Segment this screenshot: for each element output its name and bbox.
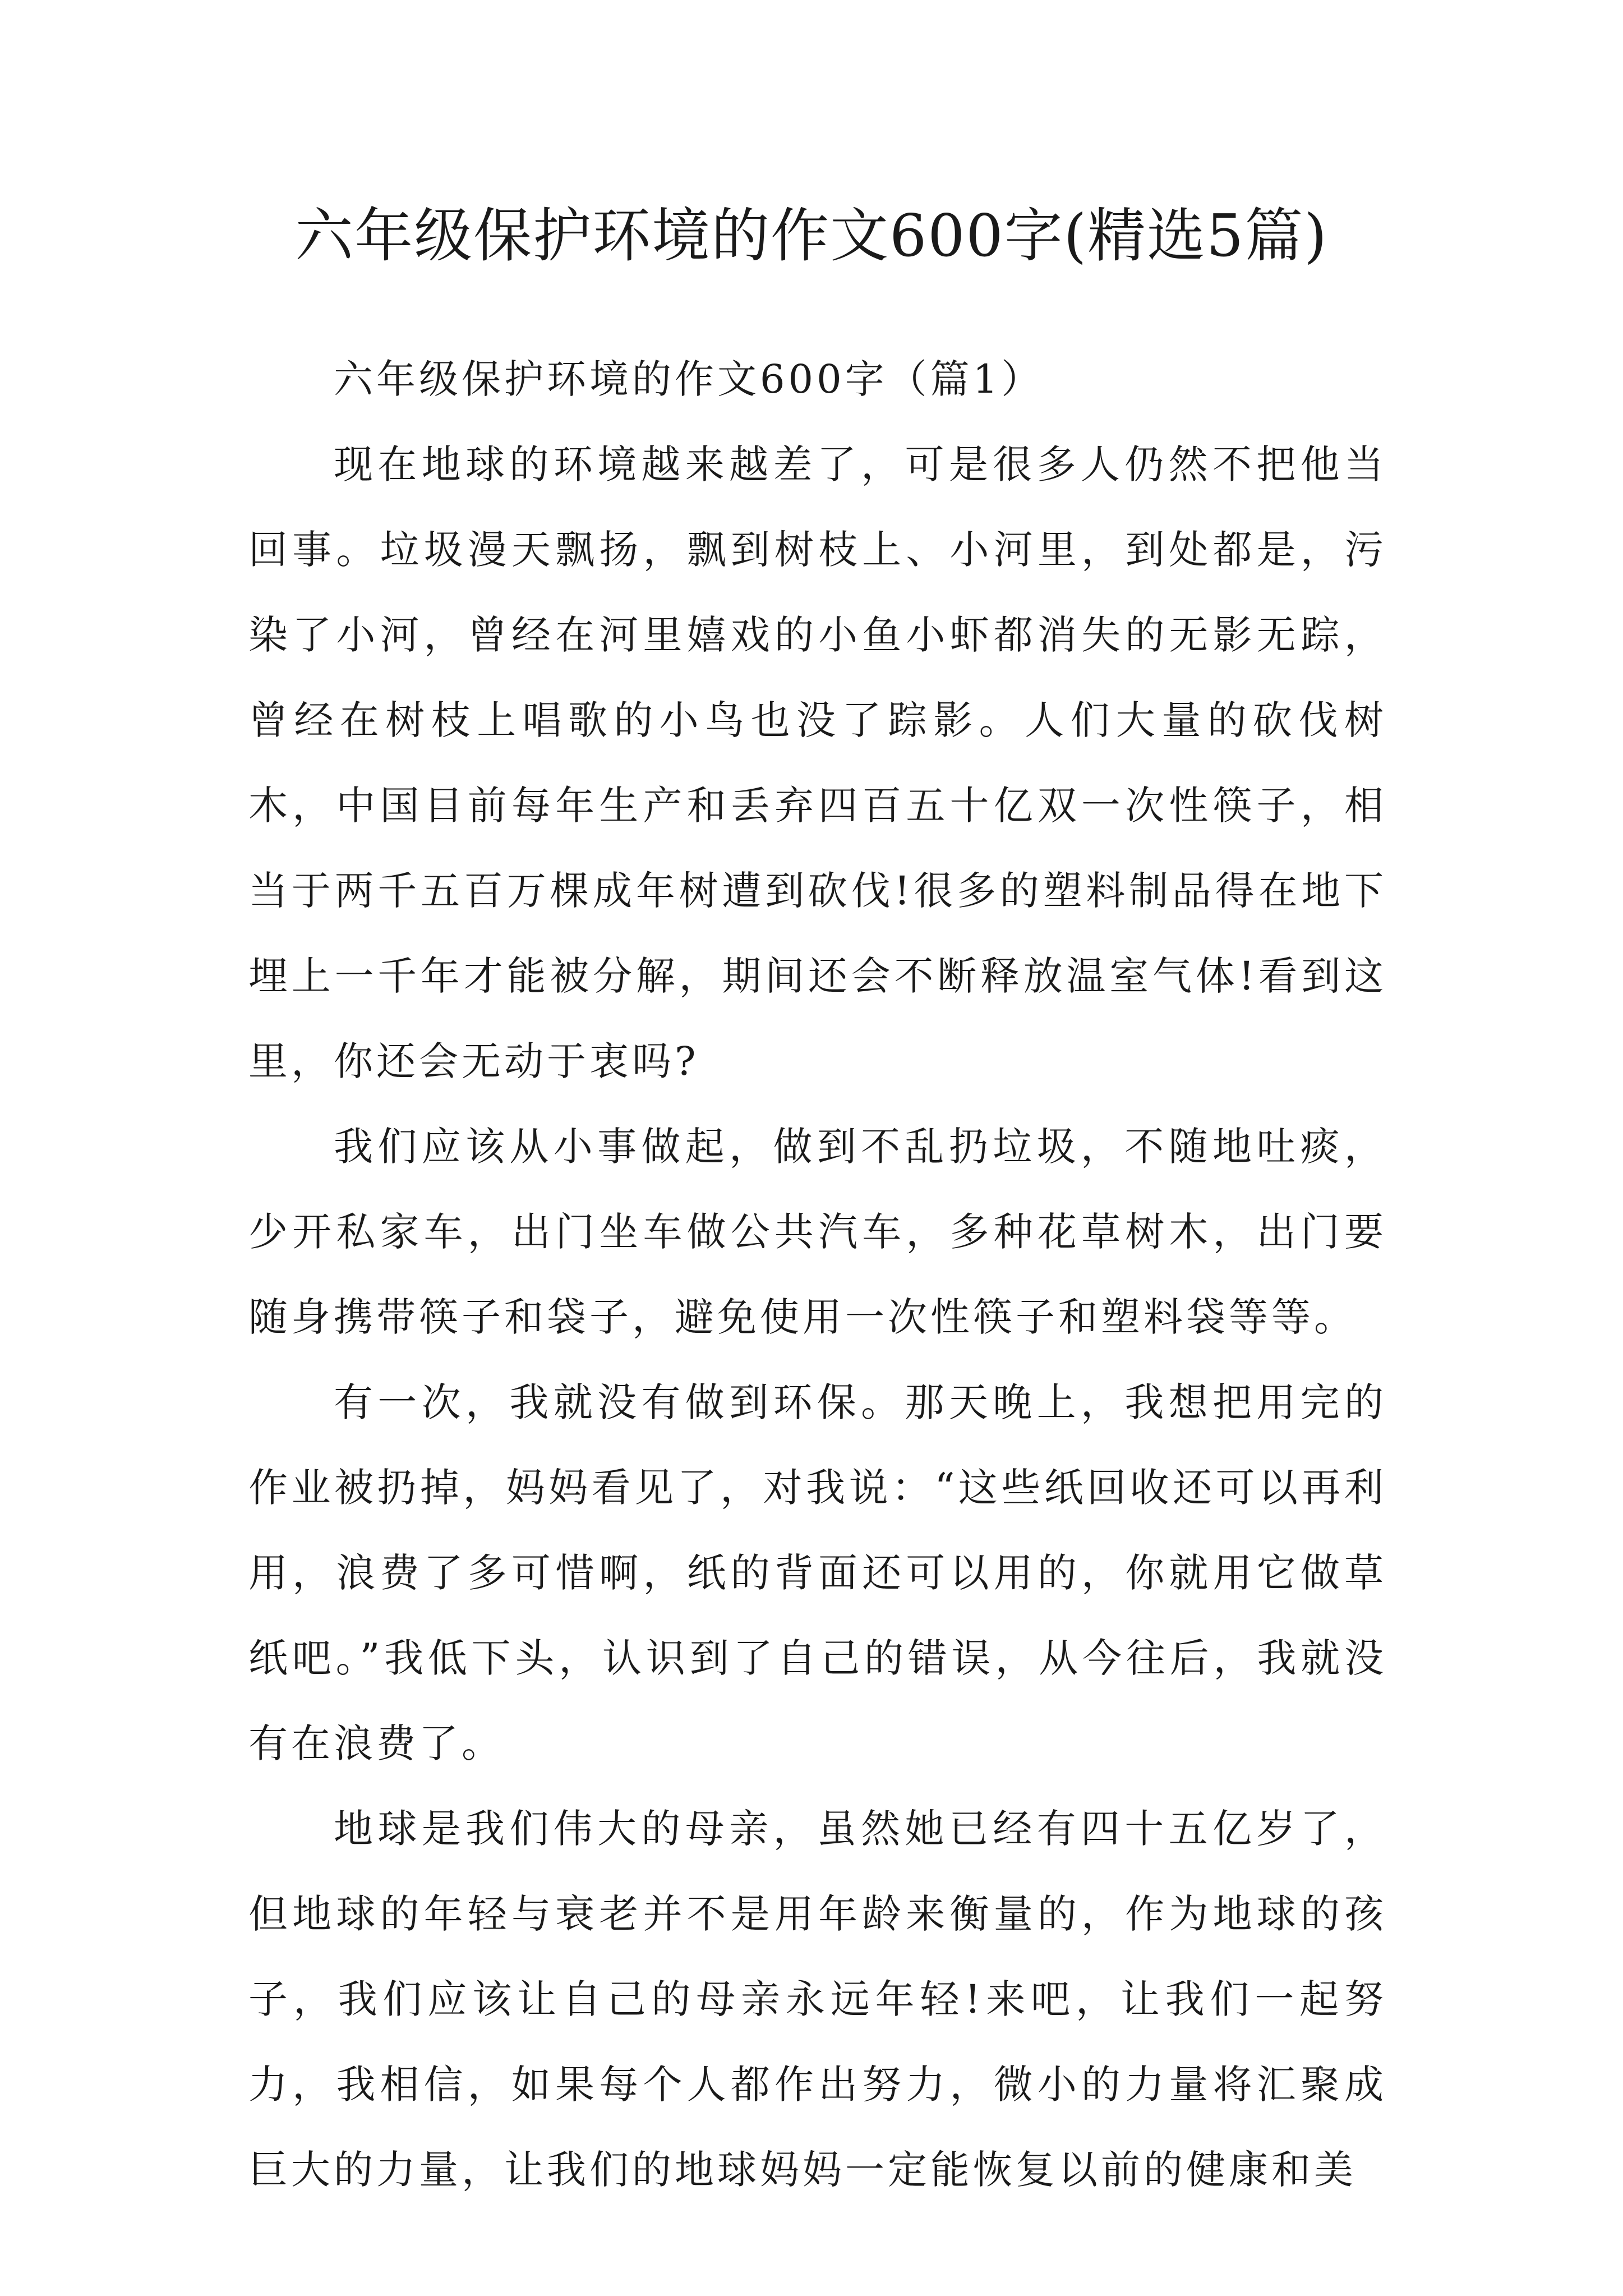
document-title: 六年级保护环境的作文600字(精选5篇) [295,201,1328,270]
paragraph: 地球是我们伟大的母亲，虽然她已经有四十五亿岁了，但地球的年轻与衰老并不是用年龄来衡量的，作为地球的孩子，我们应该让自己的母亲永远年轻!来吧，让我们一起努力，我相信，如果每个人都作出努力，微小的力量将汇聚成巨大的力量，让我们的地球妈妈一定能恢复以前的健康和美 [248,1806,1387,2193]
paragraph: 我们应该从小事做起，做到不乱扔垃圾，不随地吐痰，少开私家车，出门坐车做公共汽车，多种花草树木，出门要随身携带筷子和袋子，避免使用一次性筷子和塑料袋等等。 [248,1124,1387,1340]
document-body [248,337,1387,2212]
paragraph: 现在地球的环境越来越差了，可是很多人仍然不把他当回事。垃圾漫天飘扬，飘到树枝上、小河里，到处都是，污染了小河，曾经在河里嬉戏的小鱼小虾都消失的无影无踪，曾经在树枝上唱歌的小鸟也没了踪影。人们大量的砍伐树木，中国目前每年生产和丢弃四百五十亿双一次性筷子，相当于两千五百万棵成年树遭到砍伐!很多的塑料制品得在地下埋上一千年才能被分解，期间还会不断释放温室气体!看到这里，你还会无动于衷吗? [248,441,1387,1084]
section-heading: 六年级保护环境的作文600字（篇1） [334,356,1044,402]
paragraph: 有一次，我就没有做到环保。那天晚上，我想把用完的作业被扔掉，妈妈看见了，对我说：“这些纸回收还可以再利用，浪费了多可惜啊，纸的背面还可以用的，你就用它做草纸吧。”我低下头，认识到了自己的错误，从今往后，我就没有在浪费了。 [248,1379,1387,1766]
